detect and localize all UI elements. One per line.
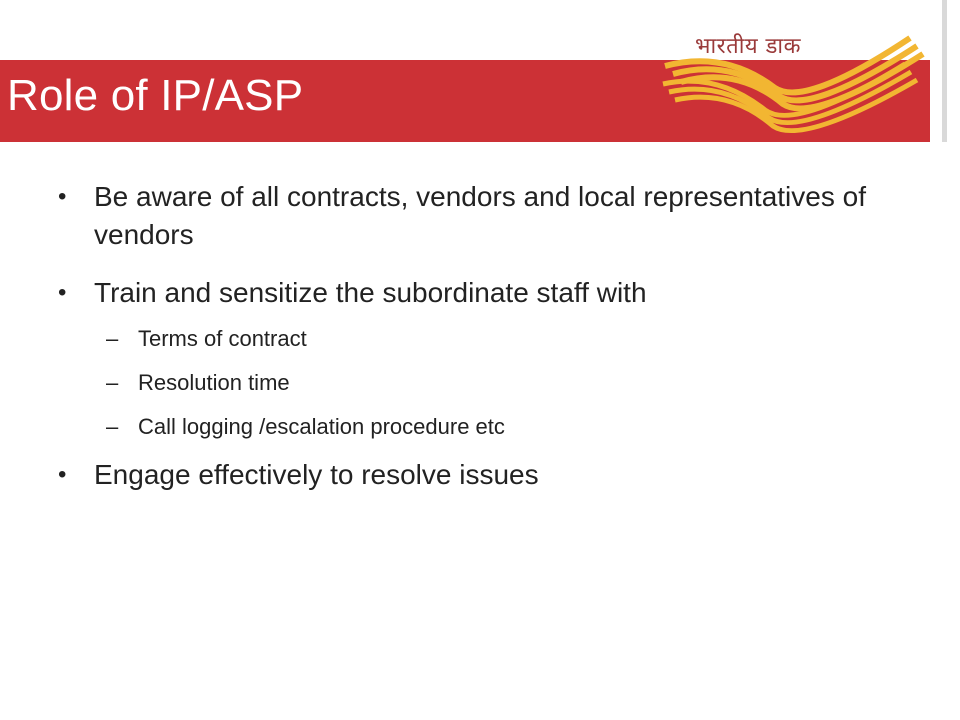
- dash-icon: –: [106, 326, 119, 351]
- sub-bullet-text: Terms of contract: [138, 326, 307, 351]
- sub-bullet-item: [58, 368, 918, 398]
- bullet-dot-icon: •: [58, 461, 67, 488]
- sub-bullet-item: [58, 324, 918, 354]
- sub-bullet-item: [58, 412, 918, 442]
- bullet-item: [58, 274, 918, 312]
- logo-text: भारतीय डाक: [695, 34, 802, 59]
- bullet-dot-icon: •: [58, 183, 67, 210]
- slide-title: Role of IP/ASP: [7, 71, 304, 120]
- bullet-text: Train and sensitize the subordinate staff with: [94, 277, 647, 308]
- bullet-text: Engage effectively to resolve issues: [94, 459, 539, 490]
- dash-icon: –: [106, 414, 119, 439]
- sub-bullet-text: Call logging /escalation procedure etc: [138, 414, 505, 439]
- bullet-list: [58, 178, 918, 494]
- bullet-item: [58, 178, 918, 254]
- bullet-item: [58, 456, 918, 494]
- sub-bullet-text: Resolution time: [138, 370, 290, 395]
- bullet-text: Be aware of all contracts, vendors and local representatives of vendors: [94, 181, 866, 250]
- right-edge-bar: [942, 0, 947, 142]
- bullet-dot-icon: •: [58, 279, 67, 306]
- dash-icon: –: [106, 370, 119, 395]
